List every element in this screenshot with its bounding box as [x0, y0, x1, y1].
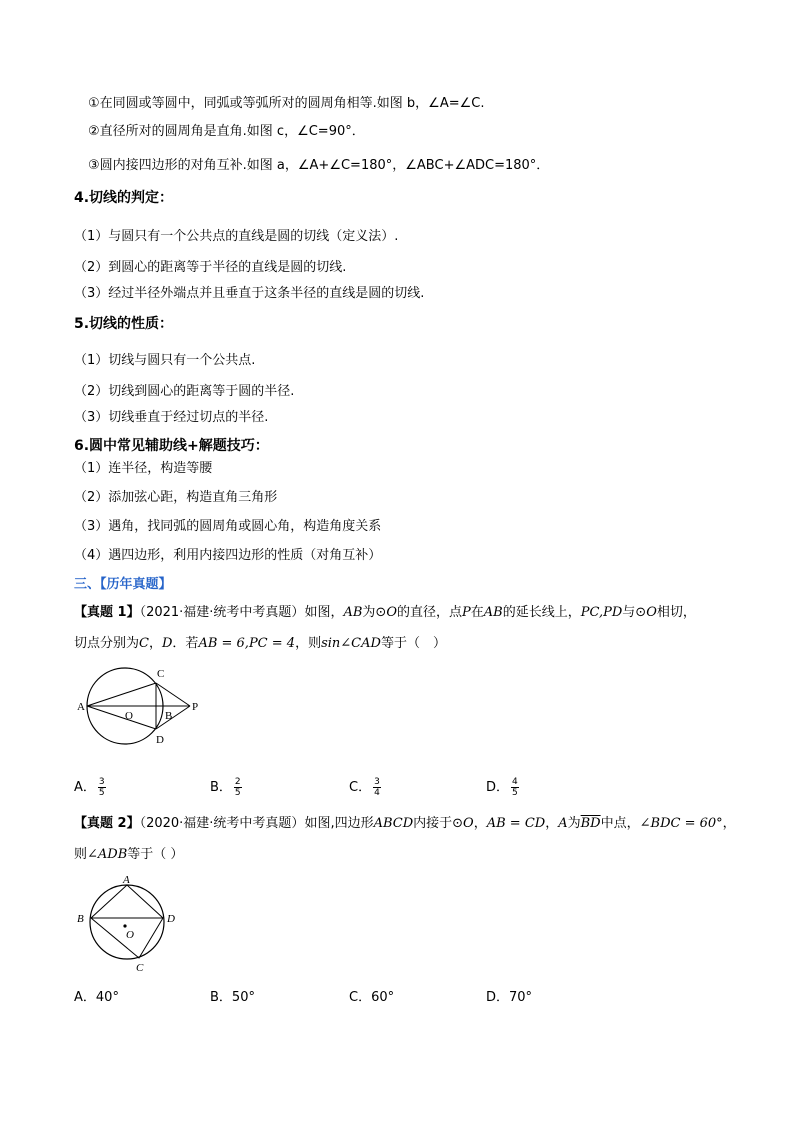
theorem-line-3: ③圆内接四边形的对角互补.如图 a，∠A+∠C=180°，∠ABC+∠ADC=180°．: [88, 158, 550, 173]
section-3-prefix: 三、: [74, 577, 101, 592]
choice-value: 40°: [95, 990, 119, 1005]
q1-var-p: P: [462, 605, 471, 620]
q1-line-ac: [87, 683, 156, 706]
q1-var-pcpd: PC,PD: [580, 605, 623, 620]
q1-var-ab: AB: [483, 605, 503, 620]
q1-ask: sin∠CAD: [321, 636, 381, 651]
choice-value: 70°: [509, 990, 533, 1005]
theorem-line-1: ①在同圆或等圆中，同弧或等弧所对的圆周角相等.如图 b，∠A=∠C.: [88, 96, 485, 111]
q1-choice-d[interactable]: [486, 776, 519, 798]
q1-text: 的延长线上，: [502, 605, 581, 620]
q1-label-c: C: [157, 668, 165, 680]
section-5-item-2: （2）切线到圆心的距离等于圆的半径.: [74, 384, 295, 399]
q1-text: 等于（ ）: [380, 636, 446, 651]
q2-label-a: A: [123, 874, 130, 886]
q1-line-ad: [87, 706, 156, 729]
q2-arc-bd: $\overline{BD}$: [580, 816, 601, 831]
q2-text: ，: [473, 816, 487, 831]
choice-letter: A．: [74, 780, 96, 795]
q2-center-dot: [123, 924, 126, 927]
section-6-item-4: （4）遇四边形，利用内接四边形的性质（对角互补）: [74, 548, 382, 563]
q2-choice-d[interactable]: [486, 986, 532, 1005]
fraction-numerator: 3: [374, 777, 380, 787]
section-4-heading: 4.切线的判定：: [74, 190, 174, 206]
section-5-heading: 5.切线的性质：: [74, 316, 174, 332]
q1-text: ，则: [295, 636, 322, 651]
choice-letter: A．: [74, 990, 96, 1005]
section-6-heading: 6.圆中常见辅助线+解题技巧：: [74, 438, 269, 454]
choice-fraction: [234, 777, 242, 798]
q1-choice-b[interactable]: [210, 776, 242, 798]
section-6-item-2: （2）添加弦心距，构造直角三角形: [74, 490, 278, 505]
q2-text: ，: [545, 816, 559, 831]
q1-figure: [70, 662, 210, 752]
section-3-heading: [74, 576, 172, 594]
fraction-numerator: 3: [98, 777, 105, 787]
q2-var-o: O: [463, 816, 474, 831]
q2-text: 中点，: [600, 816, 640, 831]
choice-value: 50°: [231, 990, 255, 1005]
q1-text: 与⊙: [622, 605, 647, 620]
section-6-item-3: （3）遇角，找同弧的圆周角或圆心角，构造角度关系: [74, 519, 382, 534]
q1-var-o: O: [386, 605, 397, 620]
q1-tag: 【真题 1】: [74, 605, 140, 620]
q2-text: 等于（ ）: [127, 847, 184, 862]
q1-var-c: C: [139, 636, 149, 651]
q1-var-d: D: [161, 636, 173, 651]
choice-letter: D．: [486, 780, 510, 795]
q1-condition: AB = 6,PC = 4: [198, 636, 296, 651]
choice-fraction: [98, 777, 106, 798]
q2-tag: 【真题 2】: [74, 816, 140, 831]
q2-text: 则: [74, 847, 88, 862]
q2-label-b: B: [77, 913, 84, 925]
fraction-denominator: 5: [234, 788, 241, 798]
fraction-numerator: 2: [234, 777, 241, 787]
fraction-denominator: 5: [512, 788, 518, 798]
q1-label-b: B: [165, 710, 173, 722]
choice-letter: D．: [486, 990, 510, 1005]
q1-label-a: A: [77, 701, 85, 713]
q1-text: ，: [148, 636, 162, 651]
section-5-item-1: （1）切线与圆只有一个公共点.: [74, 353, 256, 368]
q2-choice-b[interactable]: [210, 986, 255, 1005]
q2-label-o: O: [126, 929, 134, 941]
q1-text: 为⊙: [362, 605, 387, 620]
section-4-item-2: （2）到圆心的距离等于半径的直线是圆的切线.: [74, 260, 347, 275]
q2-source: （2020·福建·统考中考真题）: [139, 816, 305, 831]
q2-choice-a[interactable]: [74, 986, 119, 1005]
q2-text: 内接于⊙: [413, 816, 464, 831]
q2-label-d: D: [167, 913, 175, 925]
choice-fraction: [373, 777, 381, 798]
q1-line-1: [74, 604, 696, 622]
choice-fraction: [511, 777, 519, 798]
q1-choice-c[interactable]: [349, 776, 381, 798]
q2-line-2: [74, 846, 183, 864]
fraction-denominator: 5: [98, 788, 105, 798]
q2-condition: AB = CD: [486, 816, 546, 831]
choice-letter: C．: [349, 990, 372, 1005]
q2-quadrilateral: [91, 885, 163, 958]
q2-var-abcd: ABCD: [373, 816, 414, 831]
section-6-item-1: （1）连半径，构造等腰: [74, 461, 213, 476]
section-5-item-3: （3）切线垂直于经过切点的半径.: [74, 410, 269, 425]
theorem-line-2: ②直径所对的圆周角是直角.如图 c，∠C=90°．: [88, 124, 365, 139]
q1-label-d: D: [156, 734, 164, 746]
q2-var-a: A: [558, 816, 568, 831]
section-4-item-1: （1）与圆只有一个公共点的直线是圆的切线（定义法）.: [74, 229, 399, 244]
q1-choice-a[interactable]: [74, 776, 106, 798]
q2-figure: [72, 872, 182, 977]
q2-angle: ∠BDC = 60°: [639, 816, 723, 831]
choice-letter: B．: [210, 990, 232, 1005]
q1-text: ．若: [172, 636, 199, 651]
q1-source: （2021·福建·统考中考真题）: [139, 605, 305, 620]
q1-text: 如图，: [304, 605, 344, 620]
q1-text: 切点分别为: [74, 636, 140, 651]
fraction-numerator: 4: [512, 777, 518, 787]
q1-text: 在: [470, 605, 484, 620]
q2-ask: ∠ADB: [87, 847, 128, 862]
fraction-denominator: 4: [374, 788, 380, 798]
q2-label-c: C: [136, 962, 144, 974]
q1-line-2: [74, 635, 446, 653]
q2-choice-c[interactable]: [349, 986, 394, 1005]
q2-text: 如图,四边形: [304, 816, 374, 831]
choice-letter: C．: [349, 780, 372, 795]
q1-label-o: O: [125, 710, 133, 722]
q1-text: 相切，: [656, 605, 696, 620]
q1-label-p: P: [192, 701, 199, 713]
choice-letter: B．: [210, 780, 232, 795]
q2-text: 为: [567, 816, 581, 831]
q2-line-1: [74, 815, 736, 833]
section-4-item-3: （3）经过半径外端点并且垂直于这条半径的直线是圆的切线.: [74, 286, 425, 301]
q2-text: ，: [722, 816, 736, 831]
section-3-title: 【历年真题】: [100, 577, 172, 592]
q1-text: 的直径，点: [396, 605, 462, 620]
q1-var-o: O: [646, 605, 657, 620]
q1-var-ab: AB: [343, 605, 363, 620]
choice-value: 60°: [371, 990, 395, 1005]
